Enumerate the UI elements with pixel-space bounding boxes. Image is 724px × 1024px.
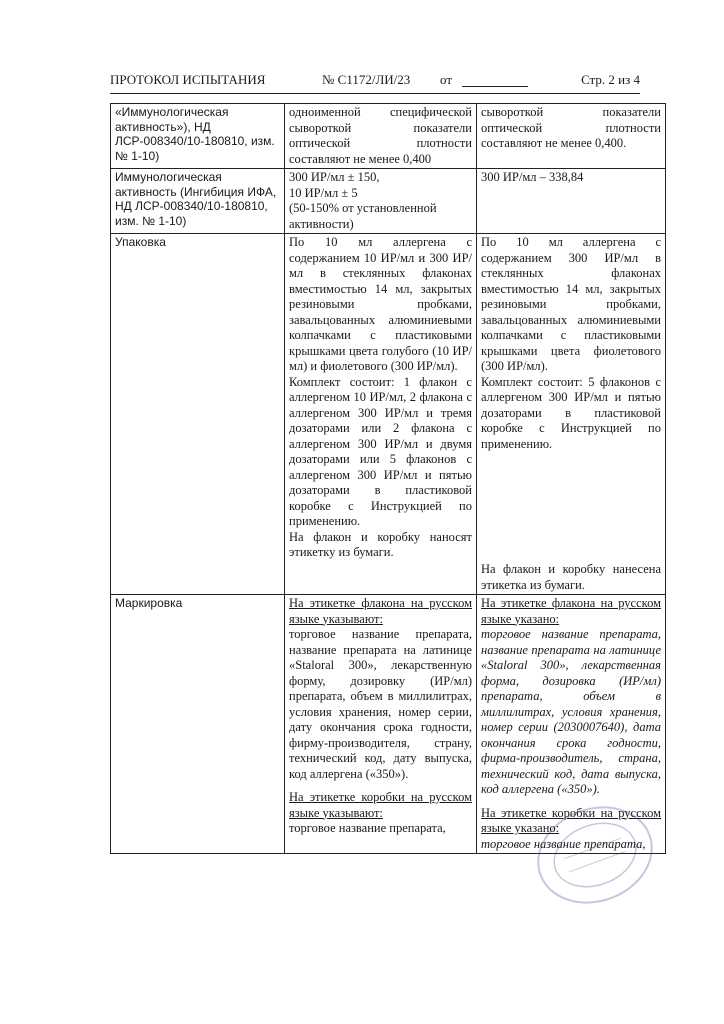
date-blank-line [462,86,528,87]
result-paragraph: Комплект состоит: 5 флаконов с аллергеном 300 ИР/мл и пятью дозаторами в пластиковой коробке с Инструкцией по применению. [481,374,661,451]
blank-space [481,452,661,562]
page-number: Стр. 2 из 4 [581,72,640,87]
row-result: сывороткой показатели оптической плотности составляют не менее 0,400. [477,104,666,169]
document-header [110,72,640,88]
requirement-heading: На этикетке коробки на русском языке указывают: [289,790,472,820]
table-row [111,234,666,595]
blank-space [289,782,472,790]
header-divider [110,93,640,94]
requirement-paragraph: По 10 мл аллергена с содержанием 10 ИР/мл и 300 ИР/мл в стеклянных флаконах вместимостью 14 мл, закрытых резиновыми пробками, завальцованных алюминиевыми колпачками с пластиковыми крышками цвета голубого (10 ИР/мл) и фиолетового (300 ИР/мл). [289,235,472,373]
requirement-paragraph: На флакон и коробку наносят этикетку из бумаги. [289,529,472,559]
requirement-heading: На этикетке флакона на русском языке указывают: [289,596,472,626]
row-result [477,234,666,595]
row-requirement [285,234,477,595]
result-paragraph: На флакон и коробку нанесена этикетка из бумаги. [481,562,661,592]
row-name: Упаковка [111,234,285,595]
requirement-line: (50-150% от установленной активности) [289,201,437,231]
table-row [111,104,666,169]
requirement-line: 300 ИР/мл ± 150, [289,170,380,184]
row-name: Маркировка [111,595,285,854]
protocol-label: ПРОТОКОЛ ИСПЫТАНИЯ [110,72,266,87]
result-heading: На этикетке коробки на русском языке указано: [481,805,661,835]
test-results-table [110,103,666,854]
protocol-number: № С1172/ЛИ/23 [322,72,411,87]
row-name: «Иммунологическая активность»), НД ЛСР-008340/10-180810, изм. № 1-10) [111,104,285,169]
result-paragraph: По 10 мл аллергена с содержанием 300 ИР/мл в стеклянных флаконах вместимостью 14 мл, закрытых резиновыми пробками, завальцованных алюминиевыми колпачками с пластиковыми крышками цвета фиолетового (300 ИР/мл). [481,235,661,373]
row-requirement [285,169,477,234]
requirement-line: 10 ИР/мл ± 5 [289,185,358,200]
row-result [477,595,666,854]
blank-space [481,798,661,806]
date-label: от [440,72,453,87]
result-paragraph: торговое название препарата, название препарата на латинице «Staloral 300», лекарственная форма, дозировка (ИР/мл) препарата, объем в миллилитрах, условия хранения, номер серии (2030007640), дата окончания срока годности, фирма-производитель, страна, технический код, дата выпуска, код аллергена («350»). [481,627,661,796]
table-row [111,169,666,234]
result-heading: На этикетке флакона на русском языке указано: [481,596,661,626]
result-paragraph: торговое название препарата, [481,836,646,851]
row-requirement [285,595,477,854]
row-result: 300 ИР/мл – 338,84 [477,169,666,234]
requirement-paragraph: торговое название препарата, [289,821,446,835]
table-row [111,595,666,854]
row-name: Иммунологическая активность (Ингибиция ИФА, НД ЛСР-008340/10-180810, изм. № 1-10) [111,169,285,234]
requirement-paragraph: Комплект состоит: 1 флакон с аллергеном 10 ИР/мл, 2 флакона с аллергеном 300 ИР/мл и тремя дозаторами или 2 флакона с аллергеном 300 ИР/мл и двумя дозаторами или 5 флаконов с аллергеном 300 ИР/мл и пятью дозаторами в пластиковой коробке с Инструкцией по применению. [289,374,472,528]
row-requirement: одноименной специфической сывороткой показатели оптической плотности составляют не менее 0,400 [285,104,477,169]
requirement-paragraph: торговое название препарата, название препарата на латинице «Staloral 300», лекарственную форму, дозировку (ИР/мл) препарата, объем в миллилитрах, условия хранения, номер серии, дату окончания срока годности, фирму-производителя, страну, технический код, дату выпуска, код аллергена («350»). [289,627,472,781]
